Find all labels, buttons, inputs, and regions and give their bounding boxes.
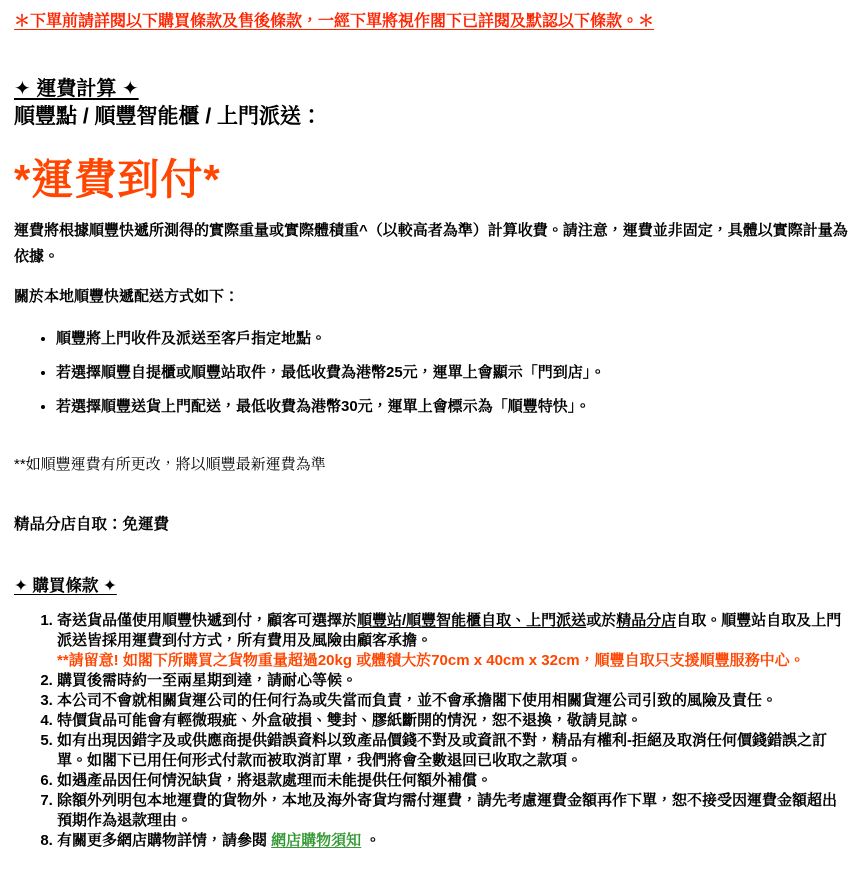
term-text: 。 bbox=[361, 831, 381, 849]
term-item-pricing-errors: 5. 如有出現因錯字及或供應商提供錯誤資料以致產品價錢不對及或資訊不對，精品有權利-拒絕及取消任何價錢錯誤之訂單。如閣下已用任何形式付款而被取消訂單，我們將會全數退回已收取之款項。 bbox=[57, 731, 851, 771]
term-text: 有關更多網店購物詳情，請參閱 bbox=[57, 831, 272, 849]
shipping-calc-heading: ✦ 運費計算 ✦ bbox=[14, 78, 139, 101]
term-item-shipping-fees: 7. 除額外列明包本地運費的貨物外，本地及海外寄貨均需付運費，請先考慮運費金額再作下單，恕不接受因運費金額超出預期作為退款理由。 bbox=[57, 791, 851, 831]
shop-guide-link[interactable]: 網店購物須知 bbox=[271, 831, 362, 849]
list-item-locker-pickup: • 若選擇順豐自提櫃或順豐站取件，最低收費為港幣25元，運單上會顯示「門到店」。 bbox=[56, 364, 851, 381]
list-item-home-delivery: • 若選擇順豐送貨上門配送，最低收費為港幣30元，運單上會標示為「順豐特快」。 bbox=[56, 398, 851, 415]
purchase-terms-heading: ✦ 購買條款 ✦ bbox=[14, 576, 117, 595]
term-text-underlined: 精品分店 bbox=[616, 611, 677, 629]
weight-limit-warning: **請留意! 如閣下所購買之貨物重量超過20kg 或體積大於70cm x 40cm x 32cm，順豐自取只支援順豐服務中心。 bbox=[57, 651, 805, 669]
term-text: 自取。順豐站自取及上門派送皆採用運費到付方式，所有費用及風險由顧客承擔。 bbox=[57, 611, 842, 649]
pre-order-warning: ＊下單前請詳閱以下購買條款及售後條款，一經下單將視作閣下已詳閱及默認以下條款。＊ bbox=[14, 13, 655, 30]
term-item-more-info bbox=[57, 831, 851, 851]
term-text: 寄送貨品僅使用順豐快遞到付，顧客可選擇於 bbox=[57, 611, 358, 629]
term-item-delivery-time: 2. 購買後需時約一至兩星期到達，請耐心等候。 bbox=[57, 671, 851, 691]
term-item-out-of-stock: 6. 如遇產品因任何情況缺貨，將退款處理而未能提供任何額外補償。 bbox=[57, 771, 851, 791]
delivery-options-subheading: 順豐點 / 順豐智能櫃 / 上門派送： bbox=[14, 105, 323, 129]
term-item-shipping-options bbox=[57, 611, 851, 671]
purchase-terms-list bbox=[14, 611, 851, 851]
fee-update-note: **如順豐運費有所更改，將以順豐最新運費為準 bbox=[14, 455, 326, 473]
store-pickup-note: 精品分店自取：免運費 bbox=[14, 516, 170, 534]
term-text: 或於 bbox=[586, 611, 617, 629]
term-item-discounted-goods: 4. 特價貨品可能會有輕微瑕疵、外盒破損、雙封、膠紙斷開的情況，恕不退換，敬請見諒。 bbox=[57, 711, 851, 731]
list-item-door-pickup: • 順豐將上門收件及派送至客戶指定地點。 bbox=[56, 330, 851, 347]
term-item-courier-liability: 3. 本公司不會就相關貨運公司的任何行為或失當而負責，並不會承擔閣下使用相關貨運公司引致的風險及責任。 bbox=[57, 691, 851, 711]
delivery-methods-intro: 關於本地順豐快遞配送方式如下： bbox=[14, 287, 240, 305]
delivery-methods-list bbox=[14, 330, 851, 415]
fee-calculation-paragraph: 運費將根據順豐快遞所測得的實際重量或實際體積重^（以較高者為準）計算收費。請注意，運費並非固定，具體以實際計量為依據。 bbox=[14, 221, 848, 265]
term-text-underlined: 順豐站/順豐智能櫃自取、上門派送 bbox=[357, 611, 587, 629]
freight-collect-notice: *運費到付* bbox=[14, 156, 221, 204]
